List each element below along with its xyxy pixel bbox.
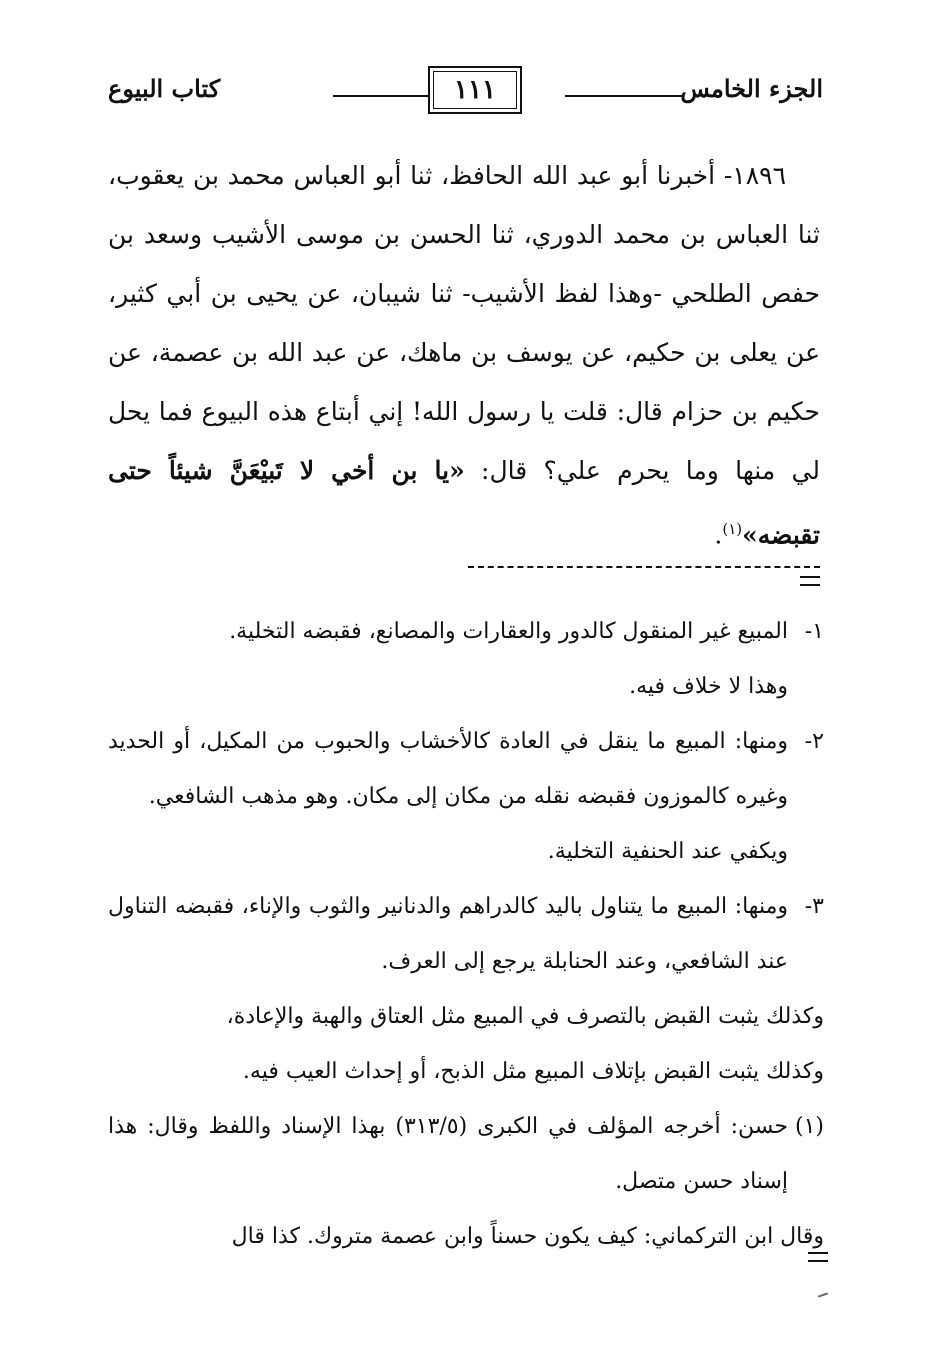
note-text: ومنها: المبيع ما ينقل في العادة كالأخشاب والحبوب من المكيل، أو الحديد وغيره كالموزون فقبضه نقله من مكان إلى مكان. وهو مذهب الشافعي. — [108, 729, 788, 809]
page-header — [108, 66, 823, 126]
hadith-end: . — [714, 520, 723, 550]
note-text: ومنها: المبيع ما يتناول باليد كالدراهم والدنانير والثوب والإناء، فقبضه التناول عند الشافعي، وعند الحنابلة يرجع إلى العرف. — [108, 894, 788, 974]
footnote-text: حسن: أخرجه المؤلف في الكبرى (٣١٣/٥) بهذا الإسناد واللفظ وقال: هذا إسناد حسن متصل. — [108, 1114, 788, 1194]
continuation-mark — [808, 1252, 828, 1262]
note-continuation: ويكفي عند الحنفية التخلية. — [547, 839, 788, 864]
hadith-quote: «يا بن أخي لا تَبيْعَنَّ شيئاً حتى تقبضه» — [108, 456, 820, 550]
page-number-box — [428, 66, 522, 114]
continuation-mark — [800, 576, 820, 586]
note-item — [108, 879, 824, 989]
hadith-text — [108, 146, 820, 564]
note-text: المبيع غير المنقول كالدور والعقارات والمصانع، فقبضه التخلية. — [229, 619, 788, 644]
scan-mark — [818, 1292, 828, 1297]
page-number: ١١١ — [454, 75, 496, 105]
header-rule-mid-left — [333, 95, 428, 97]
note-item — [108, 604, 824, 659]
note-number: ٢- — [804, 729, 824, 754]
book-title: كتاب البيوع — [108, 74, 221, 103]
note-paragraph: وكذلك يثبت القبض بإتلاف المبيع مثل الذبح، أو إحداث العيب فيه. — [242, 1059, 824, 1084]
hadith-paragraph — [108, 146, 820, 564]
note-continuation: وهذا لا خلاف فيه. — [629, 674, 788, 699]
note-number: ٣- — [804, 894, 824, 919]
footnote-continuation: وقال ابن التركماني: كيف يكون حسناً وابن عصمة متروك. كذا قال — [231, 1224, 824, 1249]
header-rule-right — [565, 95, 683, 97]
footnote — [108, 1099, 824, 1209]
footnote-number: (١) — [794, 1114, 824, 1139]
note-number: ١- — [804, 619, 824, 644]
separator-dashed-line — [468, 566, 820, 568]
notes-section — [108, 604, 824, 1264]
hadith-body: ١٨٩٦- أخبرنا أبو عبد الله الحافظ، ثنا أبو العباس محمد بن يعقوب، ثنا العباس بن محمد الدوري، ثنا الحسن بن موسى الأشيب وسعد بن حفص الطلحي -وهذا لفظ الأشيب- ثنا شيبان، عن يحيى بن أبي كثير، عن يعلى بن حكيم، عن يوسف بن ماهك، عن عبد الله بن عصمة، عن حكيم بن حزام قال: قلت يا رسول الله! إني أبتاع هذه البيوع فما يحل لي منها وما يحرم علي؟ قال: — [108, 161, 820, 485]
footnote-reference: (١) — [722, 520, 743, 538]
note-item — [108, 714, 824, 824]
note-paragraph: وكذلك يثبت القبض بالتصرف في المبيع مثل العتاق والهبة والإعادة، — [226, 1004, 824, 1029]
volume-title: الجزء الخامس — [680, 74, 823, 103]
